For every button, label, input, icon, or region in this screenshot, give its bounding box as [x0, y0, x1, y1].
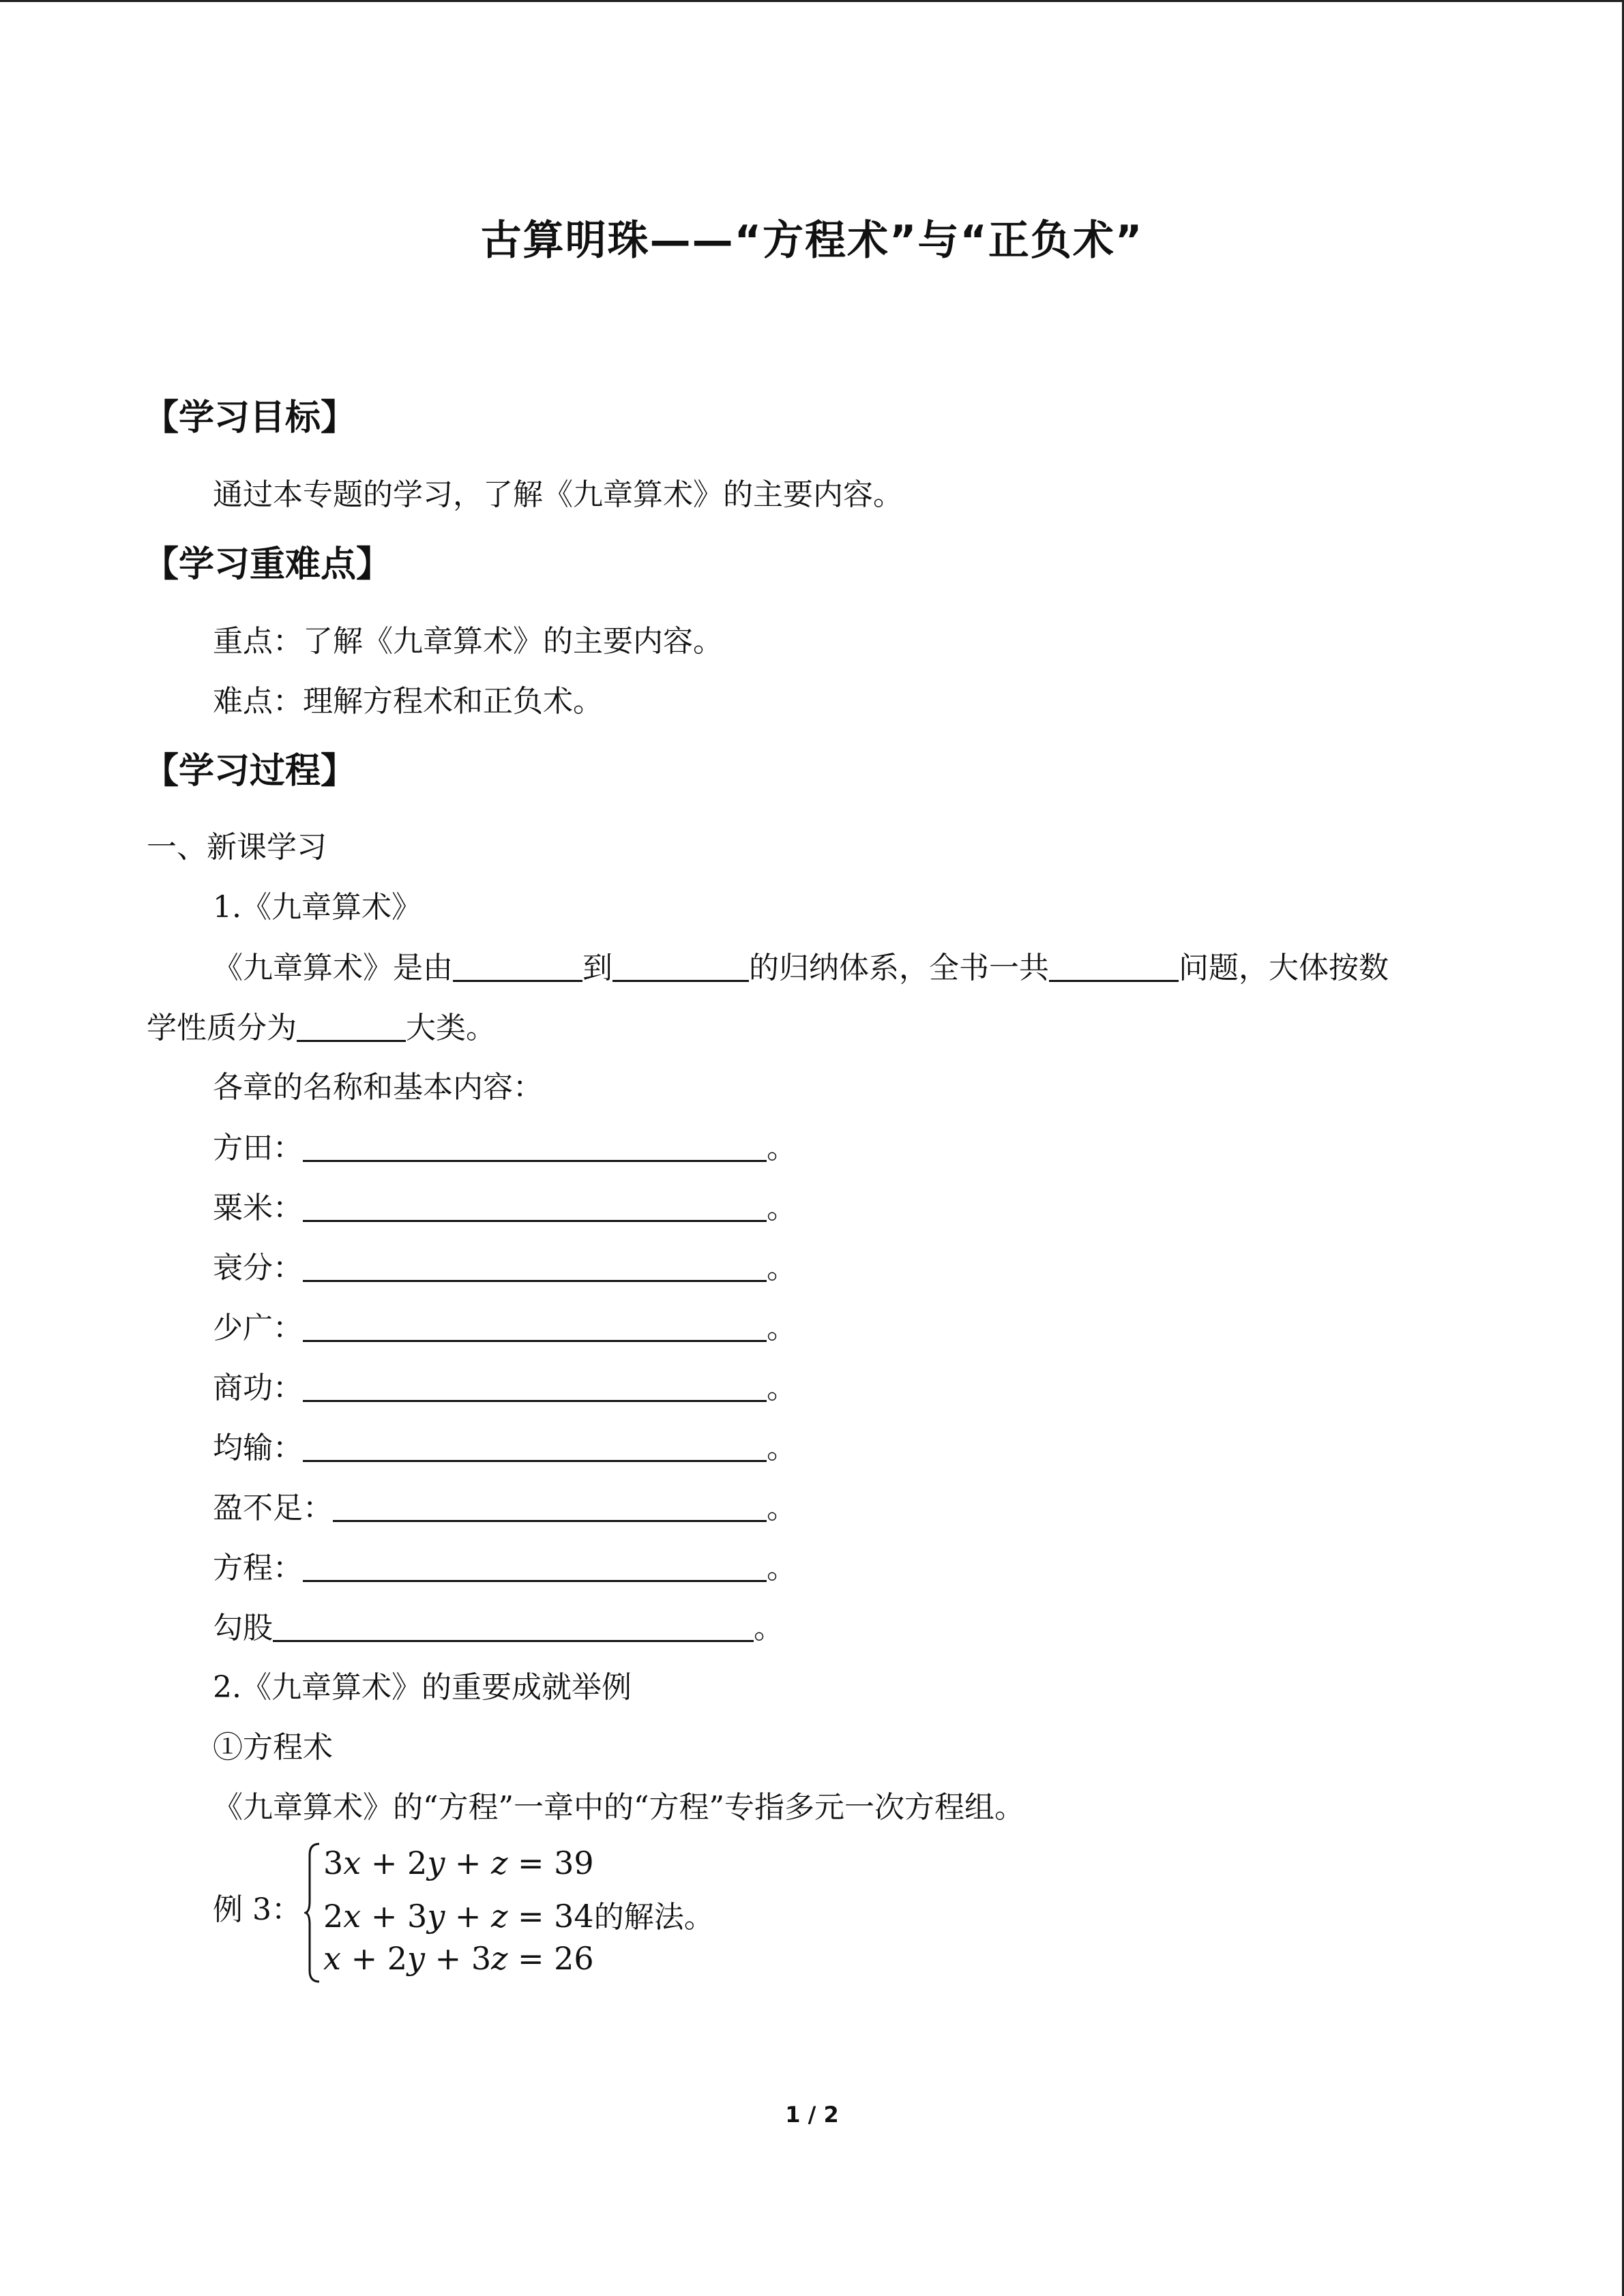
chapter-period: 。 [767, 1431, 797, 1465]
chapter-blank[interactable] [333, 1490, 767, 1522]
chapter-blank[interactable] [303, 1190, 767, 1222]
coef-x: 3 [323, 1845, 344, 1881]
chapter-row [213, 1430, 797, 1467]
sub1-text: 《九章算术》的“方程”一章中的“方程”专指多元一次方程组。 [213, 1790, 1024, 1825]
item1-heading: 1.《九章算术》 [213, 890, 422, 925]
chapter-period: 。 [754, 1611, 784, 1645]
chapter-row [213, 1310, 797, 1347]
chapter-label: 盈不足： [213, 1491, 333, 1525]
left-brace [304, 1841, 322, 1984]
fill-text-b: 到 [582, 951, 612, 985]
chapter-row [213, 1490, 797, 1527]
chapter-row [213, 1370, 797, 1407]
fill-text-d: 问题，大体按数 [1179, 951, 1389, 985]
objectives-heading: 【学习目标】 [143, 398, 357, 438]
fill-text-a: 《九章算术》是由 [213, 951, 453, 985]
keypoints-heading: 【学习重难点】 [143, 544, 392, 585]
chapter-label: 方田： [213, 1131, 303, 1165]
page-number: 1 / 2 [785, 2102, 839, 2128]
document-title: 古算明珠——“方程术”与“正负术” [480, 217, 1144, 265]
chapter-blank[interactable] [303, 1130, 767, 1162]
chapter-row [213, 1610, 784, 1647]
fill-sentence-line2 [147, 1010, 496, 1047]
chapter-row [213, 1190, 797, 1227]
equation-row: 3x + 2y + z = 39 [323, 1845, 594, 1881]
chapter-label: 均输： [213, 1431, 303, 1465]
chapter-blank[interactable] [303, 1430, 767, 1462]
chapter-label: 商功： [213, 1371, 303, 1405]
equation-row: x + 2y + 3z = 26 [323, 1940, 594, 1977]
chapter-period: 。 [767, 1191, 797, 1225]
chapters-intro: 各章的名称和基本内容： [213, 1070, 543, 1105]
difficulty-text: 难点：理解方程术和正负术。 [213, 684, 603, 719]
coef-y: 2 [407, 1845, 428, 1881]
chapter-label: 衰分： [213, 1251, 303, 1285]
chapter-period: 。 [767, 1491, 797, 1525]
chapter-period: 。 [767, 1311, 797, 1345]
keypoint-text: 重点：了解《九章算术》的主要内容。 [213, 624, 723, 659]
chapter-blank[interactable] [303, 1310, 767, 1342]
coef-z: 3 [471, 1940, 492, 1977]
coef-x: 2 [323, 1898, 344, 1935]
fill-blank-3[interactable] [1049, 950, 1179, 982]
fill-blank-4[interactable] [297, 1010, 406, 1042]
fill-blank-2[interactable] [612, 950, 749, 982]
page-border-top [0, 0, 1624, 2]
chapter-blank[interactable] [303, 1370, 767, 1402]
chapter-label: 勾股 [213, 1611, 273, 1645]
chapter-row [213, 1550, 797, 1587]
equation-row: 2x + 3y + z = 34的解法。 [323, 1898, 714, 1935]
equation-rhs: 34 [554, 1898, 594, 1935]
chapter-period: 。 [767, 1551, 797, 1585]
chapter-blank[interactable] [303, 1550, 767, 1582]
chapter-row [213, 1130, 797, 1167]
example-suffix: 的解法。 [593, 1900, 714, 1935]
equation-rhs: 26 [554, 1940, 594, 1977]
fill-text-e: 学性质分为 [147, 1011, 297, 1045]
fill-blank-1[interactable] [453, 950, 582, 982]
process-heading: 【学习过程】 [143, 751, 357, 792]
fill-text-f: 大类。 [406, 1011, 496, 1045]
chapter-period: 。 [767, 1371, 797, 1405]
chapter-label: 粟米： [213, 1191, 303, 1225]
example-label: 例 3： [213, 1892, 301, 1927]
equation-rhs: 39 [554, 1845, 594, 1881]
coef-y: 2 [387, 1940, 408, 1977]
coef-y: 3 [407, 1898, 428, 1935]
fill-text-c: 的归纳体系，全书一共 [749, 951, 1049, 985]
item2-heading: 2.《九章算术》的重要成就举例 [213, 1670, 632, 1705]
chapter-row [213, 1250, 797, 1287]
sub1-heading: ①方程术 [213, 1730, 333, 1765]
chapter-label: 少广： [213, 1311, 303, 1345]
objectives-text: 通过本专题的学习，了解《九章算术》的主要内容。 [213, 477, 903, 512]
chapter-period: 。 [767, 1251, 797, 1285]
chapter-period: 。 [767, 1131, 797, 1165]
part1-heading: 一、新课学习 [147, 830, 327, 865]
chapter-blank[interactable] [303, 1250, 767, 1282]
fill-sentence-line1 [213, 950, 1389, 987]
chapter-blank[interactable] [273, 1610, 754, 1642]
chapter-label: 方程： [213, 1551, 303, 1585]
